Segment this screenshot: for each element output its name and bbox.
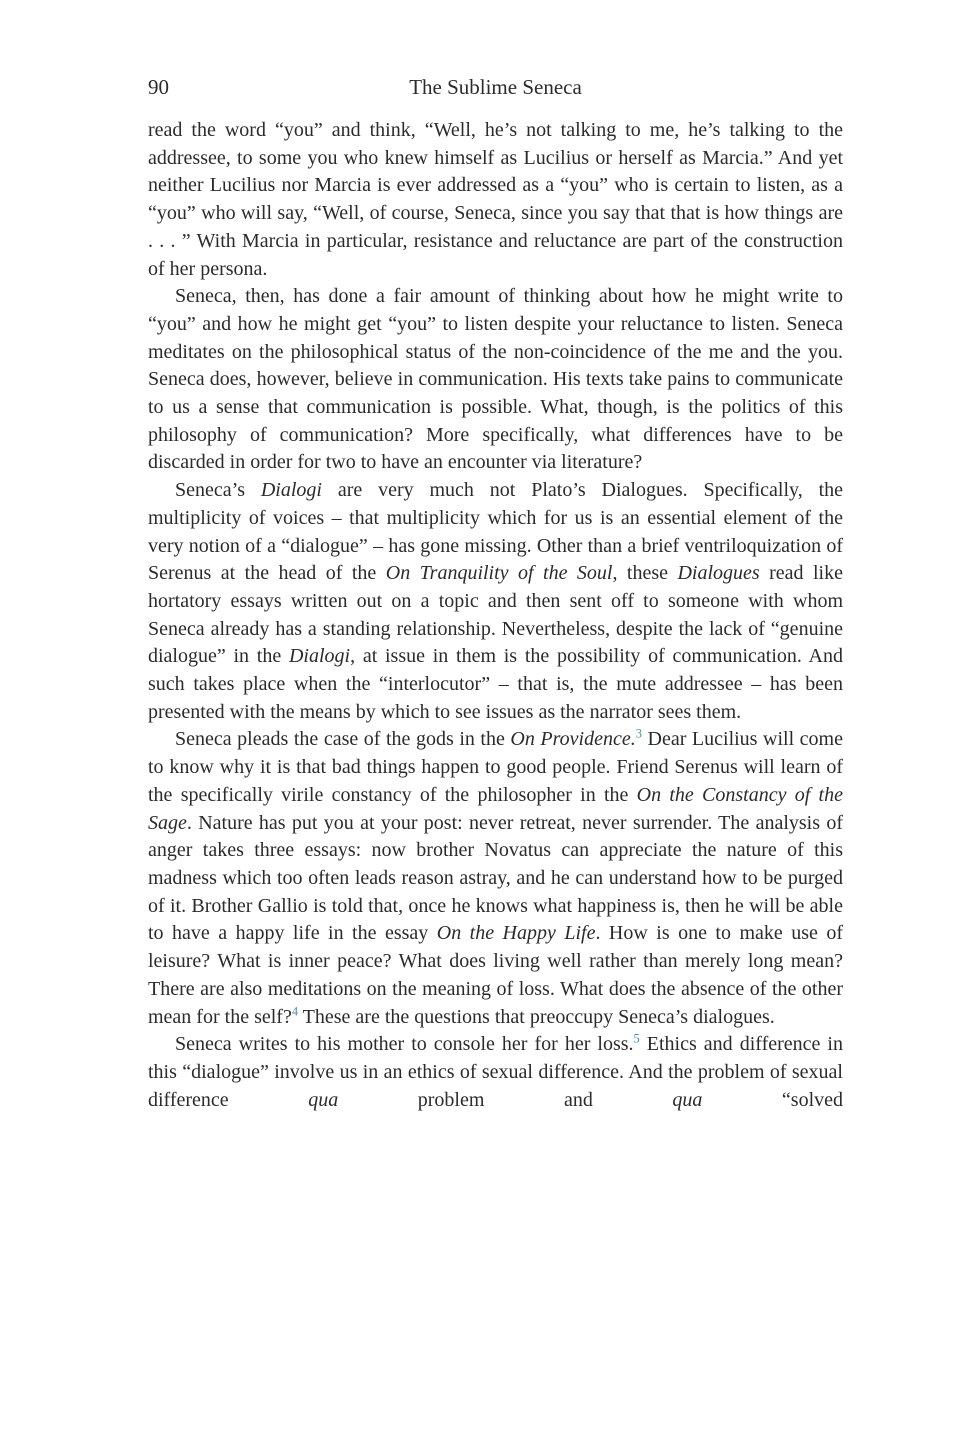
running-head: The Sublime Seneca <box>409 75 582 99</box>
text-run: Dear Lucilius will come to know why it is that bad things happen to good people. Friend Serenus will learn of the specifically virile constancy of the philosopher in the <box>148 728 843 806</box>
footnote-marker: 5 <box>633 1031 640 1046</box>
paragraph <box>148 117 843 283</box>
page-number: 90 <box>148 75 169 99</box>
text-run: Dialogi <box>260 479 322 502</box>
text-run: . Nature has put you at your post: never retreat, never surrender. The analysis of anger takes three essays: now brother Novatus can appreciate the nature of this madness which too often leads reason astray, and he can understand how to be purged of it. Brother Gallio is told that, once he knows what happiness is, then he will be able to have a happy life in the essay <box>148 811 843 945</box>
text-run: Seneca writes to his mother to console her for her loss. <box>175 1033 634 1056</box>
text-run: Dialogi <box>288 645 351 668</box>
text-run: problem and <box>338 1088 673 1111</box>
text-run: Ethics and difference in this “dialogue” involve us in an ethics of sexual difference. And the problem of sexual difference <box>148 1033 843 1111</box>
text-run: On Providence. <box>510 728 636 751</box>
paragraph <box>148 1031 843 1114</box>
text-run: “solved <box>702 1088 844 1111</box>
page-content <box>148 73 843 1114</box>
text-run: Dialogues <box>677 562 760 585</box>
text-run: , at issue in them is the possibility of communication. And such takes place when the “interlocutor” – that is, the mute addressee – has been presented with the means by which to see issues as the narrator sees them. <box>148 645 843 723</box>
text-run: Seneca’s <box>175 479 261 502</box>
text-run: On the Constancy of the Sage <box>148 783 843 834</box>
footnote-marker: 4 <box>291 1003 299 1018</box>
text-run: read like hortatory essays written out on a topic and then sent off to someone with whom Seneca already has a standing relationship. Nevertheless, despite the lack of “genuine dialogue” in the <box>148 562 843 668</box>
text-run: , these <box>612 562 678 585</box>
text-run: are very much not Plato’s Dialogues. Specifically, the multiplicity of voices – that multiplicity which for us is an essential element of the very notion of a “dialogue” – has gone missing. Other than a brief ventriloquization of Serenus at the head of the <box>148 479 843 585</box>
text-run: . How is one to make use of leisure? What is inner peace? What does living well rather than merely long mean? There are also meditations on the meaning of loss. What does the absence of the other mean for the self? <box>148 922 844 1028</box>
paragraph <box>148 477 843 726</box>
body-text <box>148 117 843 1114</box>
text-run: Seneca pleads the case of the gods in the <box>175 728 511 751</box>
paragraph <box>148 726 843 1031</box>
text-run: On the Happy Life <box>436 922 596 945</box>
text-run: Seneca, then, has done a fair amount of thinking about how he might write to “you” and how he might get “you” to listen despite your reluctance to listen. Seneca meditates on the philosophical status of the non-coincidence of the me and the you. Seneca does, however, believe in communication. His texts take pains to communicate to us a sense that communication is possible. What, though, is the politics of this philosophy of communication? More specifically, what differences have to be discarded in order for two to have an encounter via literature? <box>148 285 843 474</box>
text-run: read the word “you” and think, “Well, he’s not talking to me, he’s talking to the addressee, to some you who knew himself as Lucilius or herself as Marcia.” And yet neither Lucilius nor Marcia is ever addressed as a “you” who is certain to listen, as a “you” who will say, “Well, of course, Seneca, since you say that that is how things are . . . ” With Marcia in particular, resistance and reluctance are part of the construction of her persona. <box>148 119 843 280</box>
text-run: qua <box>308 1088 339 1111</box>
text-run: These are the questions that preoccupy Seneca’s dialogues. <box>298 1005 775 1028</box>
page-header <box>148 73 843 101</box>
footnote-marker: 3 <box>635 726 642 741</box>
paragraph <box>148 283 843 477</box>
text-run: On Tranquility of the Soul <box>385 562 613 585</box>
text-run: qua <box>672 1088 703 1111</box>
